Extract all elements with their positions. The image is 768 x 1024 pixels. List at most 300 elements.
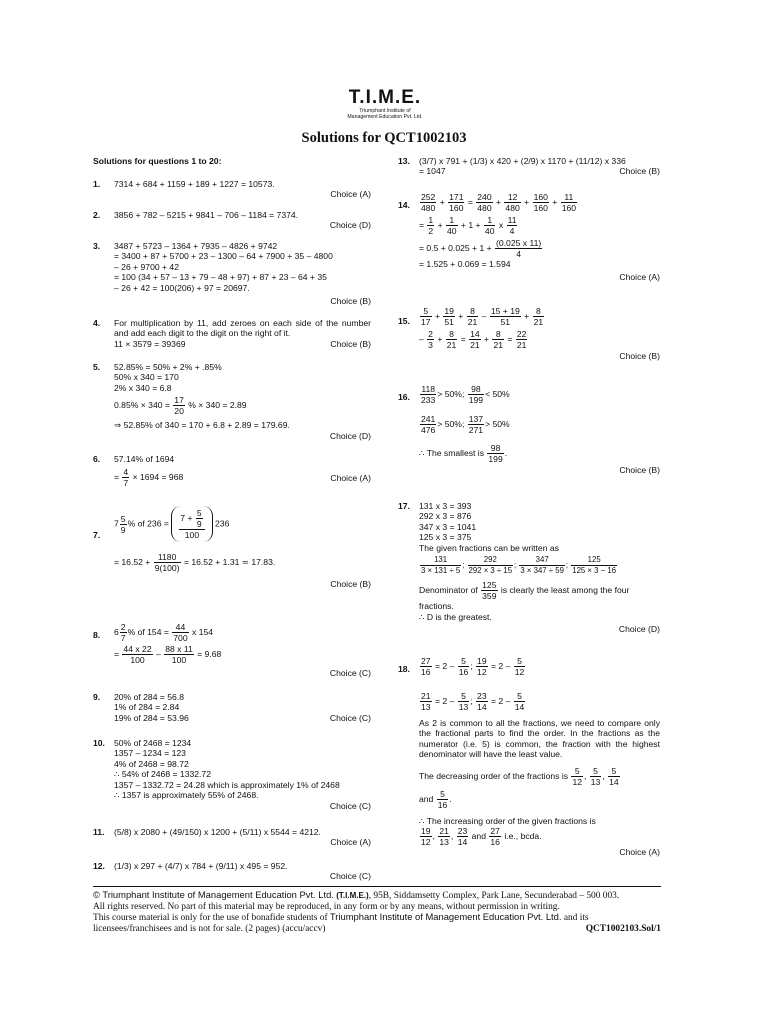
denominator: 14 — [457, 837, 468, 848]
expr-text: The decreasing order of the fractions is — [419, 770, 569, 781]
fraction — [172, 622, 188, 643]
denominator: 16 — [421, 667, 431, 677]
expr-text: = 2 – — [434, 660, 455, 671]
denominator: 12 — [477, 667, 487, 677]
numerator: 23 — [457, 826, 468, 837]
numerator: 23 — [477, 691, 487, 701]
solution-line — [419, 166, 660, 176]
solution-line: $\frac{252}{480}$ + $\frac{171}{160}$ = $\frac{240}{480}$ + $\frac{12}{480}$ + $\frac{160}{160}$ + $\frac{11}{160}$ — [421, 192, 577, 213]
footer-line — [93, 912, 661, 924]
denominator: 40 — [446, 226, 457, 236]
expr-text: 7 — [114, 518, 119, 529]
numerator: 88 x 11 — [165, 644, 193, 654]
solution-line — [114, 622, 371, 643]
expr-text: 19% of 284 = 53.96 — [114, 712, 189, 723]
solution-line: 20% of 284 = 56.8 — [114, 692, 185, 702]
expr-text: = 2 – — [434, 695, 455, 706]
denominator: 51 — [500, 317, 511, 327]
fraction — [468, 414, 484, 435]
fraction — [590, 766, 602, 787]
numerator: 5 — [196, 508, 202, 518]
answer-choice: Choice (B) — [619, 465, 660, 475]
denominator: 2 — [428, 226, 434, 236]
expr-text: = — [114, 648, 120, 659]
expr-text: > 50%; — [437, 418, 465, 429]
solution-line: $\frac{19}{12}$ , $\frac{21}{13}$ , $\frac{23}{14}$ and $\frac{27}{16}$ i.e., bcda. — [421, 826, 542, 848]
denominator: 9 — [120, 524, 126, 535]
fraction — [516, 329, 528, 350]
question-number: 6. — [93, 454, 101, 464]
question-number: 9. — [93, 692, 101, 702]
numerator: 241 — [421, 414, 436, 424]
denominator: 9 — [196, 519, 202, 529]
numerator: 8 — [533, 306, 545, 317]
fraction — [533, 306, 545, 327]
solution-line — [419, 384, 660, 405]
fraction — [571, 766, 583, 787]
solution-line: 131 x 3 = 393 — [419, 501, 472, 511]
fraction — [446, 329, 458, 350]
denominator: 700 — [173, 633, 188, 643]
fraction — [561, 192, 577, 213]
solution-line: 125 x 3 = 375 — [419, 532, 472, 543]
page-title: Solutions for QCT1002103 — [301, 130, 467, 146]
answer-choice: Choice (C) — [329, 668, 371, 678]
fraction — [458, 691, 473, 712]
fraction — [469, 329, 481, 350]
solution-line: – $\frac{2}{3}$ + $\frac{8}{21}$ = $\frac{14}{21}$ + $\frac{8}{21}$ = $\frac{22}{21}$ — [419, 329, 527, 350]
answer-choice: Choice (C) — [329, 712, 371, 723]
solutions-heading: Solutions for questions 1 to 20: — [93, 156, 222, 166]
numerator: 8 — [446, 329, 458, 340]
solution-line — [114, 644, 371, 665]
footer-company-name: Triumphant Institute of Management Education Pvt. Ltd. — [329, 911, 562, 923]
question-number: 8. — [93, 630, 101, 640]
fraction — [120, 622, 127, 643]
solution-line — [419, 414, 660, 435]
expr-text: x 154 — [192, 626, 214, 637]
solution-line: $\frac{131}{3 \times 131 \div 5}$ ; $\frac{292}{292 \times 3 \div 15}$ ; $\frac{347}{3 \times 347 \div 59}$ ; $\frac{125}{125 \times 3 - 16}$ — [421, 555, 617, 576]
solution-line: (3/7) x 791 + (1/3) x 420 + (2/9) x 1170 + (11/12) x 336 — [419, 156, 626, 166]
expr-text: ; — [470, 695, 473, 706]
footer-text: and its — [563, 913, 589, 924]
denominator: 271 — [468, 425, 484, 435]
numerator: 2 — [428, 329, 433, 339]
numerator: 131 — [420, 555, 461, 566]
expr-text: and — [419, 793, 434, 804]
solution-line: 2% x 340 = 6.8 — [114, 382, 172, 393]
fraction — [196, 508, 203, 529]
fraction — [458, 656, 473, 677]
denominator: 12 — [572, 776, 582, 787]
logo-subtitle-line-2: Management Education Pvt. Ltd. — [347, 114, 423, 120]
question-number: 7. — [93, 530, 101, 540]
answer-choice: Choice (C) — [329, 800, 371, 811]
fraction — [420, 656, 432, 677]
denominator: 16 — [490, 837, 500, 848]
logo-text: T.I.M.E. — [348, 87, 422, 108]
numerator: 21 — [439, 826, 449, 837]
solution-line: 1357 – 1234 = 123 — [114, 748, 186, 759]
solution-line: ∴ 1357 is approximately 55% of 2468. — [114, 790, 259, 801]
expr-text: × 1694 = 968 — [132, 472, 184, 483]
question-number: 18. — [398, 664, 410, 674]
fraction — [437, 788, 452, 810]
expr-text: ; — [470, 660, 473, 671]
solution-line — [419, 691, 660, 712]
expr-text: < 50% — [485, 388, 510, 399]
expr-text: 236 — [215, 518, 230, 529]
answer-choice: Choice (B) — [330, 579, 371, 589]
fraction — [443, 306, 455, 327]
solution-line — [419, 238, 660, 259]
question-number: 15. — [398, 316, 410, 326]
numerator: 11 — [561, 192, 577, 203]
denominator: 199 — [488, 454, 503, 464]
denominator: 3 — [428, 340, 433, 350]
numerator: 1 — [446, 215, 458, 226]
fraction — [420, 555, 461, 576]
denominator: 14 — [477, 702, 487, 712]
expr-text: = 0.5 + 0.025 + 1 + — [419, 242, 492, 253]
fraction — [533, 192, 549, 213]
expr-text: 7 + — [180, 512, 193, 523]
solution-text: For multiplication by 11, add zeroes on each side of the number and add each digit to the digit on the right of it. — [114, 318, 371, 339]
expr-text: – — [156, 648, 161, 659]
denominator: 40 — [484, 226, 495, 236]
denominator: 292 × 3 ÷ 15 — [468, 566, 513, 576]
solution-line: fractions. — [419, 601, 454, 612]
solution-line — [114, 552, 371, 573]
numerator: 19 — [477, 656, 487, 666]
solution-line: 57.14% of 1694 — [114, 454, 175, 464]
denominator: 21 — [516, 340, 527, 350]
denominator: 4 — [509, 226, 515, 236]
solution-line: – 26 + 9700 + 42 — [114, 261, 179, 272]
denominator: 7 — [123, 478, 129, 489]
solution-line: ⇒ 52.85% of 340 = 170 + 6.8 + 2.89 = 179.69. — [114, 420, 290, 431]
numerator: 5 — [458, 691, 470, 702]
solution-line: $\frac{5}{17}$ + $\frac{19}{51}$ + $\frac{8}{21}$ – $\frac{15 + 19}{51}$ + $\frac{8}{21}$ — [421, 306, 544, 327]
denominator: 160 — [533, 203, 548, 213]
denominator: 21 — [470, 340, 480, 350]
fraction — [457, 826, 469, 847]
fraction — [514, 691, 526, 712]
fraction — [164, 644, 194, 665]
denominator: 100 — [184, 530, 200, 540]
fraction — [476, 691, 488, 712]
expr-text: % of 154 = — [127, 626, 169, 637]
fraction — [487, 443, 503, 464]
solution-line — [114, 395, 371, 416]
answer-choice: Choice (D) — [329, 430, 371, 441]
numerator: 8 — [492, 329, 504, 340]
numerator: 44 x 22 — [123, 644, 152, 654]
numerator: 1 — [484, 215, 496, 226]
denominator: 160 — [561, 203, 577, 213]
fraction — [468, 384, 484, 405]
denominator: 12 — [514, 667, 525, 677]
fraction — [438, 826, 450, 847]
expr-text: Denominator of — [419, 585, 478, 596]
numerator: 27 — [490, 826, 500, 837]
fraction — [467, 306, 479, 327]
solution-line: – 26 + 42 = 100(206) + 97 = 20697. — [114, 282, 250, 293]
fraction — [492, 329, 504, 350]
denominator: 4 — [516, 249, 522, 259]
denominator: 13 — [590, 776, 601, 787]
numerator: 8 — [467, 306, 479, 317]
time-logo — [345, 88, 425, 120]
expr-text: = 16.52 + — [114, 556, 151, 567]
fraction — [420, 306, 432, 327]
denominator: 359 — [482, 591, 497, 602]
fraction — [504, 192, 520, 213]
denominator: 17 — [421, 317, 431, 327]
numerator: 22 — [516, 329, 527, 339]
fraction — [608, 766, 620, 787]
numerator: 118 — [421, 384, 436, 394]
expr-text: = — [114, 472, 120, 483]
denominator: 14 — [514, 702, 525, 712]
question-number: 1. — [93, 179, 101, 189]
numerator: 171 — [449, 192, 464, 202]
footer-rights: All rights reserved. No part of this material may be reproduced, in any form or by any means, without permission in writing. — [93, 901, 560, 912]
denominator: 480 — [477, 203, 492, 213]
numerator: 5 — [458, 656, 470, 667]
fraction — [420, 384, 436, 405]
solution-line: = 3400 + 87 + 5700 + 23 – 1300 – 64 + 7900 + 35 – 4800 — [114, 251, 333, 262]
denominator: 160 — [449, 203, 464, 213]
expr-text: . — [449, 793, 452, 804]
solution-line: = 1.525 + 0.069 = 1.594 — [419, 259, 511, 269]
solution-line: = $\frac{1}{2}$ + $\frac{1}{40}$ + 1 + $\frac{1}{40}$ x $\frac{11}{4}$ — [419, 215, 517, 236]
solution-line: 52.85% = 50% + 2% + .85% — [114, 362, 222, 372]
denominator: 3 × 131 ÷ 5 — [421, 566, 461, 576]
solution-line: ∴ The increasing order of the given fractions is — [419, 815, 596, 826]
denominator: 12 — [421, 837, 431, 848]
numerator: 5 — [514, 656, 526, 667]
fraction — [514, 656, 526, 677]
copyright-footer — [93, 886, 661, 934]
expr-text: . — [504, 447, 508, 458]
numerator: 160 — [533, 192, 548, 202]
solution-line: = 100 (34 + 57 – 13 + 79 – 48 + 97) + 87 + 23 – 64 + 35 — [114, 272, 327, 283]
denominator: 233 — [421, 395, 436, 405]
answer-choice: Choice (D) — [618, 624, 660, 635]
numerator: 12 — [504, 192, 520, 203]
fraction — [420, 691, 432, 712]
numerator: 15 + 19 — [490, 306, 520, 316]
solution-line: (5/8) x 2080 + (49/150) x 1200 + (5/11) x 5544 = 4212. — [114, 827, 321, 837]
numerator: 1 — [428, 215, 434, 225]
fraction — [427, 215, 434, 236]
footer-line — [93, 890, 661, 902]
solution-line: The decreasing order of the fractions is $\frac{5}{12}$ , $\frac{5}{13}$ , $\frac{5}{14}$ — [419, 765, 619, 787]
solution-line — [114, 713, 371, 723]
question-number: 11. — [93, 827, 105, 837]
denominator: 100 — [171, 655, 187, 665]
expr-text: > 50% — [485, 418, 510, 429]
solution-line: 1357 – 1332.72 = 24.28 which is approximately 1% of 2468 — [114, 779, 340, 790]
numerator: 125 — [482, 580, 497, 591]
question-number: 16. — [398, 392, 410, 402]
answer-choice: Choice (A) — [330, 837, 371, 848]
fraction — [519, 555, 565, 576]
answer-choice: Choice (B) — [619, 351, 660, 361]
denominator: 7 — [120, 633, 126, 643]
solution-line — [419, 443, 660, 464]
question-number: 2. — [93, 210, 101, 220]
numerator: 98 — [468, 384, 484, 395]
question-number: 5. — [93, 362, 101, 372]
numerator: 252 — [421, 192, 436, 202]
numerator: 98 — [487, 443, 503, 454]
numerator: (0.025 x 11) — [496, 238, 542, 248]
expr-text: and — [471, 831, 486, 842]
fraction — [476, 192, 492, 213]
denominator: 21 — [467, 317, 478, 327]
numerator: 137 — [468, 414, 484, 424]
solution-line: ∴ 54% of 2468 = 1332.72 — [114, 769, 211, 780]
denominator: 16 — [437, 799, 448, 810]
denominator: 14 — [609, 776, 619, 787]
numerator: 5 — [590, 766, 602, 777]
solution-line: 347 x 3 = 1041 — [419, 521, 477, 532]
fraction — [122, 644, 152, 665]
solution-line: (1/3) x 297 + (4/7) x 784 + (9/11) x 495 = 952. — [114, 861, 288, 871]
expr-text: 6 — [114, 626, 119, 637]
footer-company-name: © Triumphant Institute of Management Education Pvt. Ltd. — [93, 889, 334, 900]
solution-line: 3487 + 5723 – 1364 + 7935 – 4826 + 9742 — [114, 241, 278, 251]
solution-line: 3856 + 782 – 5215 + 9841 – 706 – 1184 = 7374. — [114, 210, 299, 220]
answer-choice: Choice (B) — [330, 296, 371, 307]
solution-line: ∴ D is the greatest. — [419, 611, 492, 622]
expr-text: = 1047 — [419, 166, 446, 177]
denominator: 480 — [505, 203, 520, 213]
fraction — [427, 329, 434, 350]
denominator: 125 × 3 − 16 — [572, 566, 617, 576]
solution-line — [114, 506, 371, 542]
question-number: 3. — [93, 241, 101, 251]
footer-text: This course material is only for the use of bonafide students of — [93, 913, 328, 924]
denominator: 21 — [533, 317, 544, 327]
solution-line: 1% of 284 = 2.84 — [114, 702, 180, 713]
fraction — [481, 580, 497, 601]
fraction — [122, 467, 129, 488]
fraction — [420, 414, 436, 435]
denominator: 20 — [174, 406, 184, 417]
question-number: 4. — [93, 318, 101, 328]
fraction — [420, 826, 432, 847]
numerator — [179, 508, 204, 530]
denominator: 16 — [458, 667, 469, 677]
numerator: 21 — [421, 691, 431, 701]
question-number: 13. — [398, 156, 410, 166]
expr-text: is clearly the least among the four — [500, 585, 630, 596]
solution-line: 4% of 2468 = 98.72 — [114, 758, 189, 769]
question-number: 14. — [398, 200, 410, 210]
footer-license-text: licensees/franchisees and is not for sale. (2 pages) (accu/accv) — [93, 923, 326, 934]
expr-text: ∴ The smallest is — [419, 447, 485, 458]
fraction — [484, 215, 496, 236]
solution-line: 292 x 3 = 876 — [419, 511, 472, 522]
numerator: 292 — [468, 555, 514, 566]
numerator: 5 — [420, 306, 432, 317]
document-code: QCT1002103.Sol/1 — [585, 923, 661, 934]
expr-text: 0.85% × 340 = — [114, 400, 170, 411]
answer-choice: Choice (A) — [330, 189, 371, 200]
solution-line: 7314 + 684 + 1159 + 189 + 1227 = 10573. — [114, 179, 275, 189]
answer-choice: Choice (A) — [330, 473, 371, 484]
question-number: 10. — [93, 738, 105, 748]
numerator: 125 — [571, 555, 617, 566]
fraction — [495, 238, 542, 259]
expr-text: = 2 – — [491, 660, 511, 671]
denominator: 21 — [493, 340, 504, 350]
fraction — [446, 215, 458, 236]
numerator: 1180 — [154, 552, 181, 563]
solution-line — [419, 656, 660, 677]
numerator: 5 — [437, 789, 449, 800]
solution-line: 11 × 3579 = 39369 — [114, 338, 186, 349]
denominator: 476 — [421, 425, 436, 435]
denominator: 480 — [421, 203, 436, 213]
answer-choice: Choice (D) — [329, 220, 371, 231]
fraction — [420, 192, 436, 213]
solution-line — [114, 467, 371, 488]
numerator: 347 — [519, 555, 565, 566]
denominator: 51 — [444, 317, 454, 327]
denominator: 3 × 347 ÷ 59 — [520, 566, 564, 576]
fraction — [468, 555, 514, 576]
solution-line — [419, 580, 660, 601]
fraction — [179, 508, 204, 540]
expr-text: i.e., bcda. — [504, 831, 542, 842]
numerator: 5 — [608, 766, 620, 777]
denominator: 9(100) — [154, 563, 180, 573]
fraction — [173, 395, 185, 416]
expr-text: = 2 – — [491, 695, 511, 706]
denominator: 21 — [446, 340, 457, 350]
fraction — [448, 192, 464, 213]
solution-line: 50% of 2468 = 1234 — [114, 738, 192, 748]
numerator: 17 — [174, 395, 184, 406]
footer-line — [93, 924, 661, 935]
expr-text: % of 236 = — [127, 518, 169, 529]
fraction — [490, 306, 521, 327]
fraction — [489, 826, 501, 847]
denominator: 13 — [439, 837, 449, 848]
expr-text: = 16.52 + 1.31 ≃ 17.83. — [183, 556, 276, 567]
answer-choice: Choice (A) — [619, 847, 660, 858]
numerator: 19 — [444, 306, 454, 316]
numerator: 27 — [421, 656, 431, 666]
solution-line — [419, 789, 660, 810]
question-number: 17. — [398, 501, 410, 511]
denominator: 199 — [468, 395, 484, 405]
expr-text: % × 340 = 2.89 — [188, 400, 247, 411]
numerator: 5 — [571, 766, 583, 777]
fraction — [571, 555, 617, 576]
fraction — [120, 514, 127, 535]
question-number: 12. — [93, 861, 105, 871]
answer-choice: Choice (A) — [619, 272, 660, 283]
denominator: 100 — [130, 655, 145, 665]
denominator: 13 — [421, 702, 431, 712]
numerator: 5 — [514, 691, 526, 702]
footer-brand: (T.I.M.E.) — [336, 891, 369, 900]
